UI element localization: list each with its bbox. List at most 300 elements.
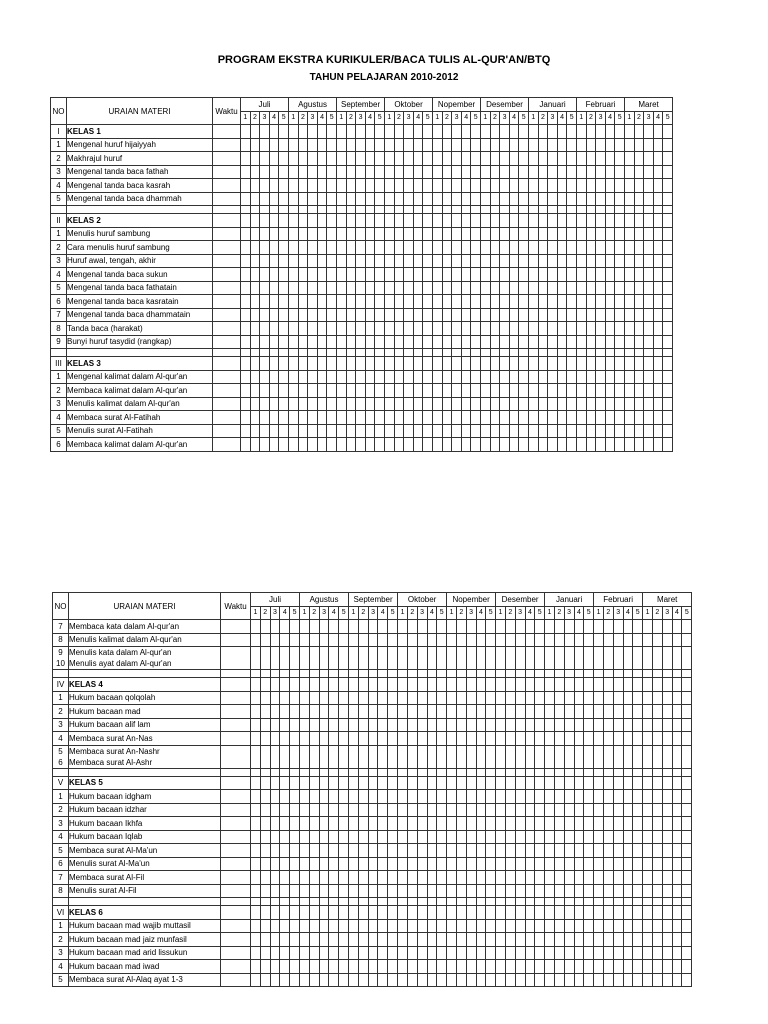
week-cell xyxy=(356,227,366,241)
week-cell xyxy=(398,678,408,692)
week-cell xyxy=(269,384,279,398)
week-cell xyxy=(623,745,633,768)
week-cell xyxy=(496,776,506,790)
week-cell xyxy=(584,705,594,719)
week-cell xyxy=(394,125,404,139)
week-cell xyxy=(490,438,500,452)
materi-row xyxy=(51,308,673,322)
row-number: I xyxy=(51,125,67,139)
materi-text: Membaca surat Al-Fatihah xyxy=(67,411,213,425)
week-cell xyxy=(486,745,496,768)
week-number: 4 xyxy=(672,606,682,620)
week-cell xyxy=(577,206,587,214)
week-cell xyxy=(596,214,606,228)
week-cell xyxy=(368,705,378,719)
week-cell xyxy=(577,214,587,228)
week-cell xyxy=(442,179,452,193)
week-cell xyxy=(423,206,433,214)
week-cell xyxy=(250,165,260,179)
week-cell xyxy=(456,919,466,933)
week-cell xyxy=(615,254,625,268)
week-cell xyxy=(486,633,496,647)
week-cell xyxy=(349,884,359,898)
week-cell xyxy=(466,633,476,647)
waktu-cell xyxy=(213,295,241,309)
week-number: 3 xyxy=(644,111,654,125)
week-cell xyxy=(241,192,251,206)
week-cell xyxy=(548,308,558,322)
week-cell xyxy=(447,973,457,987)
week-cell xyxy=(605,424,615,438)
week-cell xyxy=(623,830,633,844)
week-cell xyxy=(346,192,356,206)
week-cell xyxy=(519,411,529,425)
week-cell xyxy=(515,670,525,678)
week-cell xyxy=(476,933,486,947)
week-cell xyxy=(368,718,378,732)
week-cell xyxy=(339,620,349,634)
week-cell xyxy=(456,620,466,634)
week-cell xyxy=(452,357,462,371)
week-cell xyxy=(634,192,644,206)
week-cell xyxy=(613,633,623,647)
week-cell xyxy=(567,138,577,152)
week-cell xyxy=(603,790,613,804)
week-cell xyxy=(505,857,515,871)
week-cell xyxy=(615,295,625,309)
week-cell xyxy=(486,691,496,705)
week-cell xyxy=(385,268,395,282)
month-header: September xyxy=(349,593,398,607)
week-cell xyxy=(260,268,270,282)
header-waktu: Waktu xyxy=(213,98,241,125)
week-cell xyxy=(471,438,481,452)
week-cell xyxy=(388,946,398,960)
materi-row xyxy=(51,335,673,349)
week-cell xyxy=(662,960,672,974)
week-cell xyxy=(251,973,261,987)
waktu-cell xyxy=(221,790,251,804)
week-cell xyxy=(339,768,349,776)
week-cell xyxy=(663,295,673,309)
week-cell xyxy=(398,946,408,960)
week-cell xyxy=(476,803,486,817)
week-cell xyxy=(290,871,300,885)
week-cell xyxy=(574,670,584,678)
week-number: 3 xyxy=(319,606,329,620)
week-cell xyxy=(280,906,290,920)
week-cell xyxy=(368,871,378,885)
week-cell xyxy=(309,745,319,768)
week-cell xyxy=(596,322,606,336)
week-cell xyxy=(625,295,635,309)
week-cell xyxy=(269,152,279,166)
week-cell xyxy=(337,438,347,452)
week-cell xyxy=(481,349,491,357)
week-cell xyxy=(615,214,625,228)
week-cell xyxy=(413,125,423,139)
week-cell xyxy=(471,335,481,349)
header-waktu: Waktu xyxy=(221,593,251,620)
week-cell xyxy=(447,790,457,804)
week-cell xyxy=(603,678,613,692)
week-cell xyxy=(535,946,545,960)
week-cell xyxy=(519,241,529,255)
week-cell xyxy=(317,281,327,295)
week-cell xyxy=(260,946,270,960)
week-number: 3 xyxy=(662,606,672,620)
week-cell xyxy=(548,322,558,336)
week-cell xyxy=(394,438,404,452)
week-cell xyxy=(623,768,633,776)
week-number: 2 xyxy=(538,111,548,125)
materi-text: Mengenal tanda baca kasratain xyxy=(67,295,213,309)
week-cell xyxy=(407,620,417,634)
week-cell xyxy=(365,349,375,357)
week-number: 4 xyxy=(509,111,519,125)
week-cell xyxy=(634,295,644,309)
week-cell xyxy=(662,732,672,746)
week-cell xyxy=(574,898,584,906)
week-cell xyxy=(509,384,519,398)
week-cell xyxy=(437,732,447,746)
week-cell xyxy=(481,206,491,214)
week-cell xyxy=(567,370,577,384)
week-cell xyxy=(545,776,555,790)
week-cell xyxy=(603,844,613,858)
week-cell xyxy=(279,335,289,349)
week-cell xyxy=(605,322,615,336)
week-cell xyxy=(653,206,663,214)
week-cell xyxy=(269,397,279,411)
week-cell xyxy=(577,349,587,357)
materi-text: Membaca surat Al-Ma'un xyxy=(69,844,221,858)
week-cell xyxy=(251,906,261,920)
week-number: 1 xyxy=(289,111,299,125)
week-cell xyxy=(279,411,289,425)
week-cell xyxy=(442,424,452,438)
week-cell xyxy=(500,179,510,193)
week-cell xyxy=(308,206,318,214)
week-cell xyxy=(358,705,368,719)
week-cell xyxy=(241,357,251,371)
week-cell xyxy=(557,192,567,206)
week-cell xyxy=(279,349,289,357)
materi-row xyxy=(51,241,673,255)
week-cell xyxy=(327,214,337,228)
week-cell xyxy=(358,844,368,858)
week-cell xyxy=(623,732,633,746)
week-cell xyxy=(505,732,515,746)
week-cell xyxy=(442,165,452,179)
week-cell xyxy=(298,214,308,228)
week-cell xyxy=(623,776,633,790)
week-cell xyxy=(423,165,433,179)
week-cell xyxy=(413,206,423,214)
week-cell xyxy=(337,179,347,193)
week-cell xyxy=(394,281,404,295)
week-cell xyxy=(567,397,577,411)
week-cell xyxy=(358,933,368,947)
week-cell xyxy=(634,397,644,411)
week-cell xyxy=(461,424,471,438)
waktu-cell xyxy=(213,125,241,139)
week-number: 2 xyxy=(358,606,368,620)
week-cell xyxy=(442,335,452,349)
week-cell xyxy=(574,705,584,719)
week-cell xyxy=(308,138,318,152)
week-cell xyxy=(586,397,596,411)
week-cell xyxy=(375,424,385,438)
week-cell xyxy=(529,295,539,309)
week-cell xyxy=(241,206,251,214)
week-cell xyxy=(554,906,564,920)
week-cell xyxy=(433,152,443,166)
week-cell xyxy=(300,678,310,692)
week-cell xyxy=(319,718,329,732)
week-cell xyxy=(554,678,564,692)
week-cell xyxy=(280,844,290,858)
week-cell xyxy=(672,906,682,920)
week-cell xyxy=(466,776,476,790)
week-cell xyxy=(519,438,529,452)
week-cell xyxy=(327,281,337,295)
week-cell xyxy=(496,620,506,634)
week-cell xyxy=(452,165,462,179)
week-cell xyxy=(519,322,529,336)
week-cell xyxy=(615,411,625,425)
week-cell xyxy=(476,857,486,871)
week-cell xyxy=(270,678,280,692)
week-cell xyxy=(615,322,625,336)
week-cell xyxy=(574,857,584,871)
week-cell xyxy=(535,776,545,790)
week-cell xyxy=(509,295,519,309)
week-cell xyxy=(596,152,606,166)
row-number: 5 xyxy=(51,424,67,438)
week-cell xyxy=(653,192,663,206)
week-cell xyxy=(317,138,327,152)
week-cell xyxy=(535,803,545,817)
week-cell xyxy=(280,678,290,692)
week-cell xyxy=(564,776,574,790)
materi-text: Huruf awal, tengah, akhir xyxy=(67,254,213,268)
week-cell xyxy=(633,647,643,670)
week-cell xyxy=(337,214,347,228)
week-cell xyxy=(525,906,535,920)
week-cell xyxy=(471,411,481,425)
materi-row xyxy=(51,370,673,384)
week-cell xyxy=(653,322,663,336)
materi-text: Hukum bacaan Iqlab xyxy=(69,830,221,844)
week-cell xyxy=(250,192,260,206)
week-cell xyxy=(423,241,433,255)
week-cell xyxy=(339,745,349,768)
week-cell xyxy=(241,370,251,384)
week-cell xyxy=(653,179,663,193)
week-cell xyxy=(427,973,437,987)
week-cell xyxy=(388,633,398,647)
week-cell xyxy=(349,705,359,719)
week-cell xyxy=(525,718,535,732)
week-cell xyxy=(525,857,535,871)
week-cell xyxy=(279,227,289,241)
week-cell xyxy=(442,357,452,371)
week-cell xyxy=(309,803,319,817)
week-cell xyxy=(623,691,633,705)
week-cell xyxy=(365,424,375,438)
week-cell xyxy=(586,424,596,438)
week-cell xyxy=(241,165,251,179)
week-cell xyxy=(594,647,604,670)
week-cell xyxy=(442,254,452,268)
week-cell xyxy=(584,906,594,920)
week-cell xyxy=(300,732,310,746)
week-cell xyxy=(280,647,290,670)
week-cell xyxy=(643,732,653,746)
materi-row xyxy=(53,633,692,647)
week-cell xyxy=(298,254,308,268)
week-cell xyxy=(337,227,347,241)
week-cell xyxy=(447,647,457,670)
week-cell xyxy=(633,670,643,678)
week-cell xyxy=(644,349,654,357)
week-cell xyxy=(554,919,564,933)
week-number: 5 xyxy=(535,606,545,620)
week-cell xyxy=(466,960,476,974)
week-cell xyxy=(500,349,510,357)
week-cell xyxy=(365,254,375,268)
week-cell xyxy=(490,308,500,322)
week-cell xyxy=(413,214,423,228)
week-cell xyxy=(586,268,596,282)
week-cell xyxy=(317,357,327,371)
week-cell xyxy=(365,268,375,282)
kelas-row xyxy=(53,906,692,920)
week-cell xyxy=(309,691,319,705)
week-cell xyxy=(545,960,555,974)
materi-text: Mengenal tanda baca fathah xyxy=(67,165,213,179)
row-number: 4 xyxy=(53,960,69,974)
week-cell xyxy=(365,384,375,398)
week-cell xyxy=(525,768,535,776)
week-cell xyxy=(643,884,653,898)
week-cell xyxy=(269,424,279,438)
week-cell xyxy=(471,227,481,241)
week-cell xyxy=(652,732,662,746)
week-cell xyxy=(584,871,594,885)
week-number: 5 xyxy=(486,606,496,620)
week-cell xyxy=(663,308,673,322)
week-cell xyxy=(548,227,558,241)
week-cell xyxy=(652,946,662,960)
week-cell xyxy=(663,125,673,139)
week-cell xyxy=(603,973,613,987)
week-number: 2 xyxy=(634,111,644,125)
row-number: 2 xyxy=(51,152,67,166)
week-cell xyxy=(584,718,594,732)
week-cell xyxy=(298,206,308,214)
week-cell xyxy=(427,906,437,920)
waktu-cell xyxy=(221,817,251,831)
week-cell xyxy=(476,960,486,974)
week-cell xyxy=(634,370,644,384)
row-number: 9 xyxy=(51,335,67,349)
week-cell xyxy=(346,322,356,336)
week-number: 1 xyxy=(337,111,347,125)
week-cell xyxy=(337,384,347,398)
week-cell xyxy=(250,357,260,371)
materi-text: Membaca surat An-Nashr xyxy=(69,746,160,756)
week-cell xyxy=(250,281,260,295)
week-cell xyxy=(605,179,615,193)
week-cell xyxy=(346,214,356,228)
week-cell xyxy=(260,322,270,336)
week-cell xyxy=(309,898,319,906)
week-cell xyxy=(300,790,310,804)
week-cell xyxy=(329,919,339,933)
week-cell xyxy=(427,898,437,906)
week-cell xyxy=(461,335,471,349)
week-cell xyxy=(505,768,515,776)
week-cell xyxy=(317,308,327,322)
week-cell xyxy=(471,165,481,179)
week-cell xyxy=(329,857,339,871)
week-cell xyxy=(596,335,606,349)
week-cell xyxy=(337,268,347,282)
week-cell xyxy=(337,357,347,371)
month-header: Februari xyxy=(594,593,643,607)
week-cell xyxy=(378,884,388,898)
week-cell xyxy=(529,152,539,166)
week-cell xyxy=(584,844,594,858)
week-number: 3 xyxy=(308,111,318,125)
week-cell xyxy=(300,830,310,844)
week-cell xyxy=(327,438,337,452)
week-cell xyxy=(385,165,395,179)
week-cell xyxy=(329,871,339,885)
week-cell xyxy=(346,138,356,152)
week-cell xyxy=(339,844,349,858)
week-cell xyxy=(509,438,519,452)
week-cell xyxy=(378,633,388,647)
week-cell xyxy=(519,357,529,371)
week-cell xyxy=(290,817,300,831)
week-cell xyxy=(349,768,359,776)
week-cell xyxy=(557,370,567,384)
week-cell xyxy=(564,718,574,732)
row-number: IV xyxy=(53,678,69,692)
week-cell xyxy=(407,973,417,987)
materi-row xyxy=(51,179,673,193)
week-cell xyxy=(625,438,635,452)
week-cell xyxy=(634,411,644,425)
week-cell xyxy=(388,884,398,898)
week-cell xyxy=(623,898,633,906)
week-cell xyxy=(538,227,548,241)
week-cell xyxy=(682,691,692,705)
row-number xyxy=(53,670,69,678)
week-cell xyxy=(682,678,692,692)
week-cell xyxy=(644,152,654,166)
week-cell xyxy=(577,241,587,255)
week-cell xyxy=(452,241,462,255)
week-cell xyxy=(490,192,500,206)
week-cell xyxy=(452,411,462,425)
week-cell xyxy=(337,125,347,139)
week-cell xyxy=(250,254,260,268)
week-cell xyxy=(442,192,452,206)
